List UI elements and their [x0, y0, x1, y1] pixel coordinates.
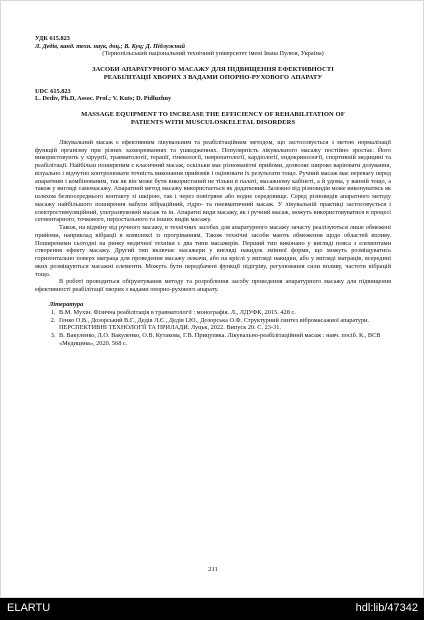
page-number: 211 [208, 566, 218, 573]
authors-en: L. Dediv, Ph.D, Assoc. Prof.; V. Kuts; D. Pidluzhny [35, 95, 172, 103]
reference-item-3: 3. В. Вакуленко, Л.О. Вакуленко, О.В. Кутакова, Г.В. Прицупяка. Лікувально-реабілітаційний масаж : навч. посіб. К., ВСВ «Медицина», 2020. 568 с. [57, 332, 391, 347]
udc-uk: УДК 615.823 [35, 35, 70, 42]
udc-en: UDC 615.823 [35, 87, 71, 95]
title-en-line-1: MASSAGE EQUIPMENT TO INCREASE THE EFFICIENCY OF REHABILITATION OF [81, 110, 345, 118]
body-paragraph-2: Також, на відміну від ручного масажу, в технічних засобах для апаратурного масажу зачасту реалізуються лише обмежені прийоми, наприклад вібрації в комплексі із прогріванням. Також технічні засоби мають обмеження щодо областей впливу. Поширеними сьогодні на ринку медичної техніки є два типи масажерів. Перший тип виконано у вигляді пояса з елементами створення ефекту масажу. Другий тип включає масажери у вигляді накидок змінної форми, що можуть розміщуватись горизонтально поверх матраца для проведення масажу лежачи, або на кріслі у вигляді накидки, або у вигляді матраців, всередині яких розміщуються масажні елементи. Можуть бути передбачені функції підігріву, регулювання сили впливу, частоти вібрацій тощо. [35, 224, 391, 278]
reference-list [35, 309, 391, 348]
page-content [35, 35, 391, 347]
title-en [35, 111, 391, 127]
title-en-line-2: PATIENTS WITH MUSCULOSKELETAL DISORDERS [130, 118, 296, 126]
authors-uk: Л. Дедів, канд. техн. наук, доц.; В. Куц; Д. Підлужний [35, 42, 186, 50]
reference-item-1: 1. В.М. Мухін. Фізична реабілітація в травматології : монографія. Л., ЛДУФК, 2015. 428 с. [57, 309, 391, 317]
body-paragraph-1: Лікувальний масаж є ефективним лікувальним та реабілітаційним методом, що застосовується з метою нормалізації функцій організму при різних захворюваннях та ушкодженнях. Популярність лікувального масажу постійно зростає. Його використовують у хірургії, травматології, терапії, гінекології, невропатології, кардіології, ендокринології, спортивній медицині та реабілітації. Найбільш поширеним є класичний масаж, оскільки має різноманітні прийоми, дозволяє широко варіювати дозування, візуально і відчутно контролювати точність виконання прийомів і оцінювати їх результати тощо. Ручний масаж має перевагу перед апаратним і комбінованим, так як він може бути використаний не тільки в палаті, масажному кабінеті, а й удома, у ванній тощо, а також у вигляді самомасажу. Апаратний метод масажу використається як додатковий. Залежно від різновидів може виконуватись як шляхом безпосереднього контакту зі шкірою, так і через повітряне або водне середовище. Серед різновидів апаратного методу масажу найбільшого поширення набули вібраційний, гідро- та пневматичний масаж. У лікувальній практиці застосовується і електростимуляційний, ультразвуковий масаж та ін. Апаратні види масажу, як і ручний масаж, можуть використовуватися в процесі сегментарного, точкового, періостального та інших видів масажу. [35, 138, 391, 224]
literature-title: Література [49, 300, 84, 308]
body-paragraph-3: В роботі проводиться обґрунтування методу та розроблення засобу проведення апаратурного масажу для підвищення ефективності реабілітації хворих з вадами опорно-рухового апарату. [35, 278, 391, 294]
repository-name: ELARTU [7, 602, 51, 614]
title-uk-line-1: ЗАСОБИ АПАРАТУРНОГО МАСАЖУ ДЛЯ ПІДВИЩЕННЯ ЕФЕКТИВНОСТІ [92, 65, 334, 73]
affiliation-uk: (Тернопільський національний технічний університет імені Івана Пулюя, Україна) [102, 50, 324, 58]
reference-item-2: 2. Генко О.В., Дозорський В.Г., Дедів Л.Є., Дедів І.Ю., Дозорська О.Ф. Структурний синтез вібромасажної апаратури. ПЕРСПЕКТИВНІ ТЕХНОЛОГІЇ ТА ПРИЛАДИ. Луцьк, 2022. Випуск 20. С. 23-31. [57, 317, 391, 332]
handle-link[interactable]: hdl:lib/47342 [355, 602, 418, 614]
title-uk [35, 66, 391, 82]
title-uk-line-2: РЕАБІЛІТАЦІЇ ХВОРИХ З ВАДАМИ ОПОРНО-РУХОВОГО АПАРАТУ [103, 73, 323, 81]
repository-footer-bar [0, 598, 424, 620]
